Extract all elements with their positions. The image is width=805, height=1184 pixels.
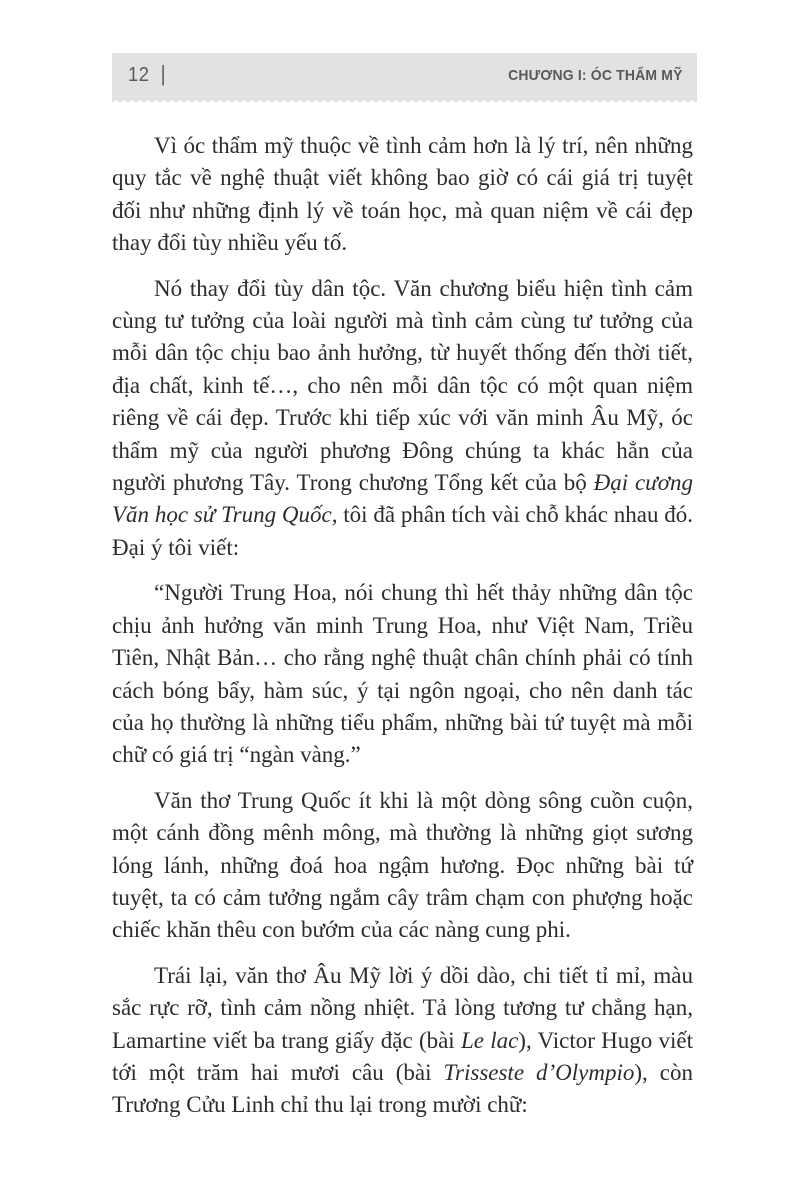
- chapter-title: CHƯƠNG I: ÓC THẨM MỸ: [508, 66, 683, 84]
- paragraph-1: [112, 130, 693, 260]
- paragraph-text: Trái lại, văn thơ Âu Mỹ lời ý dồi dào, chi tiết tỉ mỉ, màu sắc rực rỡ, tình cảm nồng nhiệt. Tả lòng tương tư chẳng hạn, Lamartine viết ba trang giấy đặc (bài: [112, 962, 693, 1053]
- paragraph-3: [112, 577, 693, 771]
- paragraph-text: Nó thay đổi tùy dân tộc. Văn chương biểu hiện tình cảm cùng tư tưởng của loài người mà tình cảm cùng tư tưởng của mỗi dân tộc chịu bao ảnh hưởng, từ huyết thống đến thời tiết, địa chất, kinh tế…, cho nên mỗi dân tộc có một quan niệm riêng về cái đẹp. Trước khi tiếp xúc với văn minh Âu Mỹ, óc thẩm mỹ của người phương Đông chúng ta khác hẳn của người phương Tây. Trong chương Tổng kết của bộ: [112, 275, 693, 496]
- poem-title-italic: Le lac: [460, 1027, 519, 1053]
- paragraph-text: “Người Trung Hoa, nói chung thì hết thảy những dân tộc chịu ảnh hưởng văn minh Trung Hoa, như Việt Nam, Triều Tiên, Nhật Bản… cho rằng nghệ thuật chân chính phải có tính cách bóng bẩy, hàm súc, ý tại ngôn ngoại, cho nên danh tác của họ thường là những tiểu phẩm, những bài tứ tuyệt mà mỗi chữ có giá trị “ngàn vàng.”: [112, 580, 693, 768]
- content-column: [112, 53, 697, 1122]
- page-number-group: [128, 61, 166, 87]
- paragraph-text: tôi đã phân tích vài chỗ khác nhau đó. Đại ý tôi viết:: [112, 502, 694, 560]
- book-title-italic: Đại cương Văn học sử Trung Quốc,: [112, 470, 693, 528]
- paragraph-text: ), Victor Hugo viết tới một trăm hai mươi câu (bài: [112, 1027, 693, 1085]
- page-number: 12: [128, 63, 150, 86]
- running-header: [112, 53, 697, 97]
- paragraph-text: ), còn Trương Cửu Linh chỉ thu lại trong mười chữ:: [112, 1059, 693, 1118]
- paragraph-text: Văn thơ Trung Quốc ít khi là một dòng sông cuồn cuộn, một cánh đồng mênh mông, mà thường là những giọt sương lóng lánh, những đoá hoa ngậm hương. Đọc những bài tứ tuyệt, ta có cảm tưởng ngắm cây trâm chạm con phượng hoặc chiếc khăn thêu con bướm của các nàng cung phi.: [112, 787, 693, 943]
- paragraph-text: Vì óc thẩm mỹ thuộc về tình cảm hơn là lý trí, nên những quy tắc về nghệ thuật viết không bao giờ có cái giá trị tuyệt đối như những định lý về toán học, mà quan niệm về cái đẹp thay đổi tùy nhiều yếu tố.: [112, 133, 693, 256]
- poem-title-italic: Trisseste d’Olympio: [443, 1059, 635, 1085]
- paragraph-4: [112, 785, 693, 947]
- paragraph-2: [112, 273, 693, 565]
- page-number-divider: |: [160, 61, 166, 86]
- page-body: [112, 130, 693, 1122]
- paragraph-5: [112, 960, 693, 1122]
